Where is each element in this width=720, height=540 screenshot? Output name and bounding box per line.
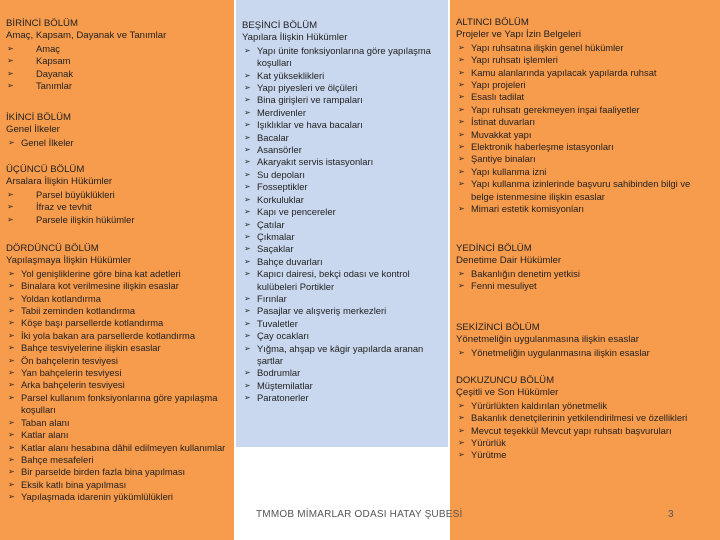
arrow-bullet-icon: ➢ [8,368,15,378]
arrow-bullet-icon: ➢ [458,450,465,460]
section-subtitle: Yapılaşmaya İlişkin Hükümler [6,255,132,267]
arrow-bullet-icon: ➢ [8,268,15,278]
arrow-bullet-icon: ➢ [7,214,14,224]
list-item: ➢ Yapı ünite fonksiyonlarına göre yapılaşma koşulları [244,44,431,69]
list-item: ➢ Bakanlığın denetim yetkisi [458,267,580,279]
list-item: ➢ Yapı kullanma izinlerinde başvuru sahibinden bilgi ve belge istenmesine ilişkin esaslar [458,178,691,202]
arrow-bullet-icon: ➢ [244,331,251,341]
section-items [6,189,228,226]
section-items [456,268,714,293]
list-item: ➢ Parsele ilişkin hükümler [7,213,135,225]
list-item: ➢ Su depoları [244,168,305,180]
section-items [456,347,714,359]
column-1 [0,0,234,540]
list-item: ➢ Çay ocakları [244,330,310,342]
section-yedinci [450,243,720,293]
arrow-bullet-icon: ➢ [458,179,465,189]
list-item: ➢ Bir parselde birden fazla bina yapılması [8,466,186,478]
list-item: ➢ İfraz ve tevhit [7,201,92,213]
list-item: ➢ Fırınlar [244,292,287,304]
column-3 [450,0,720,540]
list-item: ➢ Köşe başı parsellerde kotlandırma [8,317,164,329]
arrow-bullet-icon: ➢ [8,137,15,147]
list-item: ➢ Taban alanı [8,416,70,428]
list-item: ➢ Genel İlkeler [8,136,74,148]
list-item: ➢ Bahçe duvarları [244,255,323,267]
list-item: ➢ Tabii zeminden kotlandırma [8,305,136,317]
list-item: ➢ Kapı ve pencereler [244,206,336,218]
arrow-bullet-icon: ➢ [244,219,251,229]
arrow-bullet-icon: ➢ [8,380,15,390]
arrow-bullet-icon: ➢ [244,145,251,155]
list-item: ➢ Bahçe tesviyelerine ilişkin esaslar [8,342,161,354]
arrow-bullet-icon: ➢ [458,204,465,214]
list-item: ➢ Tanımlar [7,80,72,92]
arrow-bullet-icon: ➢ [458,166,465,176]
arrow-bullet-icon: ➢ [8,355,15,365]
list-item: ➢ Bodrumlar [244,367,301,379]
arrow-bullet-icon: ➢ [7,202,14,212]
arrow-bullet-icon: ➢ [244,182,251,192]
arrow-bullet-icon: ➢ [244,256,251,266]
arrow-bullet-icon: ➢ [8,330,15,340]
list-item: ➢ Esaslı tadilat [458,91,525,103]
arrow-bullet-icon: ➢ [244,169,251,179]
arrow-bullet-icon: ➢ [8,281,15,291]
list-item: ➢ Müştemilatlar [244,379,313,391]
section-items [456,400,714,462]
list-item: ➢ Kamu alanlarında yapılacak yapılarda ruhsat [458,66,657,78]
section-title: YEDİNCİ BÖLÜM [456,243,532,254]
arrow-bullet-icon: ➢ [244,70,251,80]
section-items [6,137,228,149]
arrow-bullet-icon: ➢ [458,42,465,52]
list-item: ➢ Mevcut teşekkül Mevcut yapı ruhsatı başvuruları [458,424,672,436]
list-item: ➢ Dayanak [7,67,74,79]
arrow-bullet-icon: ➢ [8,417,15,427]
list-item: ➢ Yapı kullanma izni [458,165,547,177]
list-item: ➢ Fenni mesuliyet [458,280,537,292]
list-item: ➢ Çıkmalar [244,230,295,242]
arrow-bullet-icon: ➢ [8,293,15,303]
section-items [6,43,228,93]
arrow-bullet-icon: ➢ [8,479,15,489]
section-title: ÜÇÜNCÜ BÖLÜM [6,164,85,175]
list-item: ➢ Tuvaletler [244,317,298,329]
list-item: ➢ Parsel büyüklükleri [7,188,115,200]
arrow-bullet-icon: ➢ [244,293,251,303]
section-items [456,42,714,216]
list-item: ➢ Yan bahçelerin tesviyesi [8,367,122,379]
arrow-bullet-icon: ➢ [458,425,465,435]
list-item: ➢ Fosseptikler [244,181,308,193]
arrow-bullet-icon: ➢ [8,306,15,316]
arrow-bullet-icon: ➢ [8,454,15,464]
list-item: ➢ Katlar alanı [8,429,69,441]
arrow-bullet-icon: ➢ [244,244,251,254]
list-item: ➢ Yürütme [458,449,507,461]
list-item: ➢ Binalara kot verilmesine ilişkin esaslar [8,280,179,292]
arrow-bullet-icon: ➢ [7,43,14,53]
page-number: 3 [668,509,674,520]
arrow-bullet-icon: ➢ [8,392,15,402]
section-altinci [450,17,720,216]
column-2-footer-area [236,447,448,540]
arrow-bullet-icon: ➢ [8,430,15,440]
arrow-bullet-icon: ➢ [244,318,251,328]
section-subtitle: Denetime Dair Hükümler [456,255,562,267]
arrow-bullet-icon: ➢ [7,189,14,199]
list-item: ➢ Pasajlar ve alışveriş merkezleri [244,305,387,317]
arrow-bullet-icon: ➢ [458,55,465,65]
arrow-bullet-icon: ➢ [7,56,14,66]
section-sekizinci [450,322,720,359]
arrow-bullet-icon: ➢ [458,104,465,114]
section-title: BİRİNCİ BÖLÜM [6,18,78,29]
list-item: ➢ Parsel kullanım fonksiyonlarına göre yapılaşma koşulları [8,391,218,416]
section-subtitle: Çeşitli ve Son Hükümler [456,387,559,399]
arrow-bullet-icon: ➢ [244,343,251,353]
list-item: ➢ İstinat duvarları [458,116,536,128]
arrow-bullet-icon: ➢ [458,92,465,102]
list-item: ➢ Yapı ruhsatı gerekmeyen inşai faaliyetler [458,103,640,115]
section-subtitle: Arsalara İlişkin Hükümler [6,176,113,188]
list-item: ➢ Bacalar [244,131,289,143]
arrow-bullet-icon: ➢ [8,492,15,502]
arrow-bullet-icon: ➢ [244,120,251,130]
list-item: ➢ Yapı ruhsatına ilişkin genel hükümler [458,41,624,53]
arrow-bullet-icon: ➢ [458,268,465,278]
arrow-bullet-icon: ➢ [244,45,251,55]
arrow-bullet-icon: ➢ [7,68,14,78]
footer-organization: TMMOB MİMARLAR ODASI HATAY ŞUBESİ [256,509,463,520]
section-ikinci [0,112,234,149]
list-item: ➢ Yapı piyesleri ve ölçüleri [244,82,358,94]
list-item: ➢ İki yola bakan ara parsellerde kotlandırma [8,329,196,341]
arrow-bullet-icon: ➢ [458,413,465,423]
list-item: ➢ Bakanlık denetçilerinin yetkilendirilmesi ve özellikleri [458,412,688,424]
section-subtitle: Genel İlkeler [6,124,60,136]
section-title: BEŞİNCİ BÖLÜM [242,20,318,31]
list-item: ➢ Yığma, ahşap ve kâgir yapılarda aranan şartlar [244,342,424,366]
list-item: ➢ Elektronik haberleşme istasyonları [458,141,614,153]
arrow-bullet-icon: ➢ [244,306,251,316]
arrow-bullet-icon: ➢ [244,269,251,279]
arrow-bullet-icon: ➢ [244,393,251,403]
list-item: ➢ Işıklıklar ve hava bacaları [244,119,363,131]
list-item: ➢ Paratonerler [244,392,309,404]
list-item: ➢ Yönetmeliğin uygulanmasına ilişkin esaslar [458,346,650,358]
list-item: ➢ Merdivenler [244,106,306,118]
arrow-bullet-icon: ➢ [458,281,465,291]
section-title: DÖRDÜNCÜ BÖLÜM [6,243,99,254]
list-item: ➢ Yol genişliklerine göre bina kat adetleri [8,267,181,279]
arrow-bullet-icon: ➢ [244,380,251,390]
arrow-bullet-icon: ➢ [458,347,465,357]
section-dokuzuncu [450,375,720,462]
list-item: ➢ Şantiye binaları [458,153,536,165]
section-title: İKİNCİ BÖLÜM [6,112,72,123]
arrow-bullet-icon: ➢ [244,132,251,142]
section-besinci [236,20,448,405]
arrow-bullet-icon: ➢ [458,67,465,77]
section-title: ALTINCI BÖLÜM [456,17,529,28]
list-item: ➢ Korkuluklar [244,193,304,205]
list-item: ➢ Çatılar [244,218,285,230]
list-item: ➢ Arka bahçelerin tesviyesi [8,379,125,391]
list-item: ➢ Bina girişleri ve rampaları [244,94,363,106]
section-ucuncu [0,164,234,226]
section-title: DOKUZUNCU BÖLÜM [456,375,555,386]
section-birinci [0,18,234,92]
list-item: ➢ Kapıcı dairesi, bekçi odası ve kontrol kulübeleri Portikler [244,268,410,292]
arrow-bullet-icon: ➢ [244,95,251,105]
list-item: ➢ Yapılaşmada idarenin yükümlülükleri [8,491,173,503]
list-item: ➢ Yoldan kotlandırma [8,292,101,304]
arrow-bullet-icon: ➢ [244,231,251,241]
arrow-bullet-icon: ➢ [244,107,251,117]
list-item: ➢ Yapı projeleri [458,79,526,91]
section-subtitle: Projeler ve Yapı İzin Belgeleri [456,29,581,41]
section-items [242,45,442,405]
list-item: ➢ Mimari estetik komisyonları [458,203,585,215]
arrow-bullet-icon: ➢ [244,207,251,217]
section-subtitle: Yönetmeliğin uygulanmasına ilişkin esaslar [456,334,639,346]
section-items [6,268,228,504]
arrow-bullet-icon: ➢ [458,80,465,90]
section-subtitle: Amaç, Kapsam, Dayanak ve Tanımlar [6,30,167,42]
arrow-bullet-icon: ➢ [8,318,15,328]
arrow-bullet-icon: ➢ [458,438,465,448]
arrow-bullet-icon: ➢ [458,400,465,410]
list-item: ➢ Yürürlük [458,437,506,449]
list-item: ➢ Yürürlükten kaldırılan yönetmelik [458,399,608,411]
list-item: ➢ Amaç [7,42,60,54]
arrow-bullet-icon: ➢ [458,117,465,127]
section-subtitle: Yapılara İlişkin Hükümler [242,32,348,44]
column-2 [236,0,448,447]
arrow-bullet-icon: ➢ [458,129,465,139]
list-item: ➢ Bahçe mesafeleri [8,453,94,465]
list-item: ➢ Katlar alanı hesabına dâhil edilmeyen kullanımlar [8,441,226,453]
list-item: ➢ Muvakkat yapı [458,128,532,140]
list-item: ➢ Kat yükseklikleri [244,69,325,81]
list-item: ➢ Akaryakıt servis istasyonları [244,156,374,168]
list-item: ➢ Ön bahçelerin tesviyesi [8,354,118,366]
arrow-bullet-icon: ➢ [244,157,251,167]
arrow-bullet-icon: ➢ [244,194,251,204]
arrow-bullet-icon: ➢ [8,467,15,477]
arrow-bullet-icon: ➢ [458,142,465,152]
list-item: ➢ Saçaklar [244,243,294,255]
section-title: SEKİZİNCİ BÖLÜM [456,322,540,333]
list-item: ➢ Yapı ruhsatı işlemleri [458,54,558,66]
arrow-bullet-icon: ➢ [8,343,15,353]
list-item: ➢ Asansörler [244,144,302,156]
arrow-bullet-icon: ➢ [7,81,14,91]
arrow-bullet-icon: ➢ [458,154,465,164]
list-item: ➢ Eksik katlı bina yapılması [8,478,127,490]
arrow-bullet-icon: ➢ [8,442,15,452]
arrow-bullet-icon: ➢ [244,83,251,93]
section-dorduncu [0,243,234,504]
list-item: ➢ Kapsam [7,55,71,67]
arrow-bullet-icon: ➢ [244,368,251,378]
